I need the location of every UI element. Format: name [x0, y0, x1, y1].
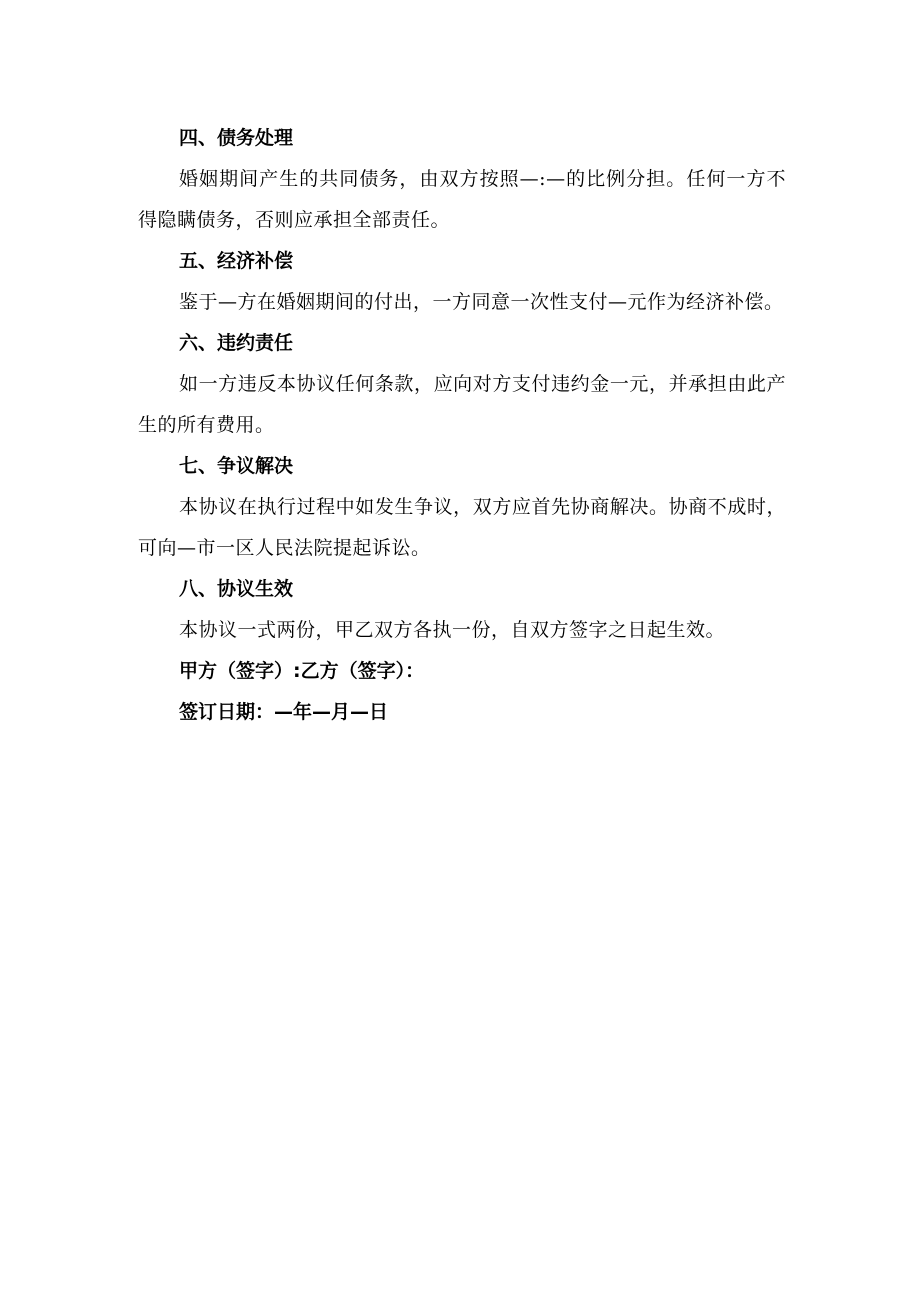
section-body-breach: 如一方违反本协议任何条款，应向对方支付违约金一元，并承担由此产生的所有费用。	[138, 373, 786, 436]
signature-line: 甲方（签字）:乙方（签字）：	[179, 660, 425, 682]
section-body-effect: 本协议一式两份，甲乙双方各执一份，自双方签字之日起生效。	[179, 619, 726, 641]
section-heading-debt: 四、债务处理	[179, 127, 294, 149]
agreement-body	[138, 118, 786, 733]
section-body-debt: 婚姻期间产生的共同债务，由双方按照—:—的比例分担。任何一方不得隐瞒债务，否则应承担全部责任。	[138, 168, 786, 231]
section-body-dispute: 本协议在执行过程中如发生争议，双方应首先协商解决。协商不成时，可向—市一区人民法院提起诉讼。	[138, 496, 786, 559]
signing-date: 签订日期：—年—月—日	[179, 701, 389, 723]
section-heading-dispute: 七、争议解决	[179, 455, 294, 477]
section-heading-breach: 六、违约责任	[179, 332, 294, 354]
section-body-compensation: 鉴于—方在婚姻期间的付出，一方同意一次性支付—元作为经济补偿。	[179, 291, 784, 313]
section-heading-effect: 八、协议生效	[179, 578, 294, 600]
section-heading-compensation: 五、经济补偿	[179, 250, 294, 272]
